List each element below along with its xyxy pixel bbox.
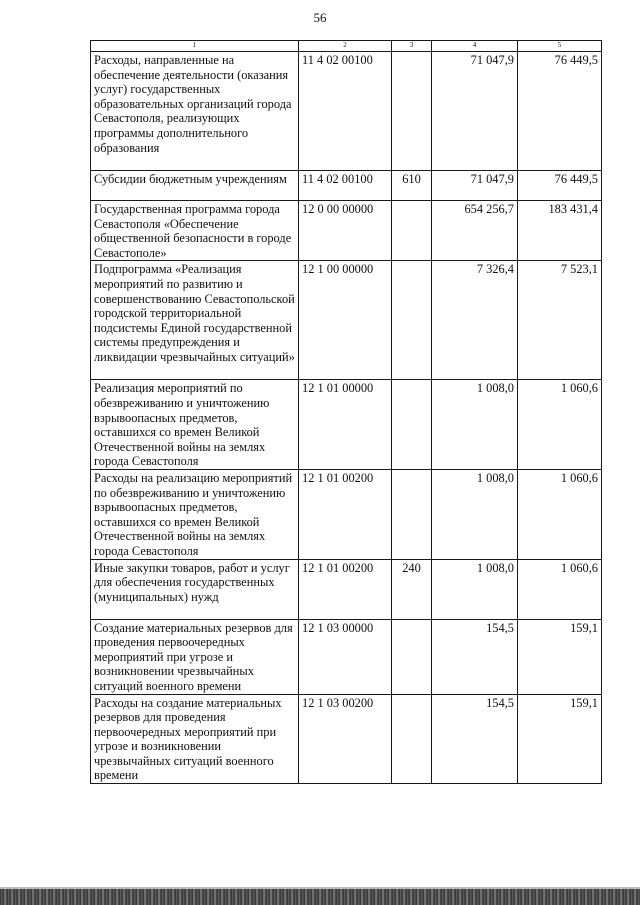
column-number: 1 (91, 41, 299, 52)
row-sum-2: 159,1 (518, 694, 602, 784)
table-row (91, 261, 602, 380)
row-expense-type (392, 380, 432, 470)
row-code: 11 4 02 00100 (299, 52, 392, 171)
row-sum-2: 7 523,1 (518, 261, 602, 380)
row-expense-type: 610 (392, 171, 432, 201)
row-name: Реализация мероприятий по обезвреживанию и уничтожению взрывоопасных предметов, оставшихся со времен Великой Отечественной войны на землях города Севастополя (91, 380, 299, 470)
row-code: 12 1 03 00000 (299, 619, 392, 694)
row-code: 12 1 01 00000 (299, 380, 392, 470)
row-sum-1: 7 326,4 (432, 261, 518, 380)
row-sum-1: 1 008,0 (432, 469, 518, 559)
budget-table (90, 40, 602, 784)
row-sum-2: 183 431,4 (518, 201, 602, 261)
row-code: 11 4 02 00100 (299, 171, 392, 201)
row-sum-1: 154,5 (432, 694, 518, 784)
table-row (91, 52, 602, 171)
row-name: Субсидии бюджетным учреждениям (91, 171, 299, 201)
row-name: Расходы на реализацию мероприятий по обезвреживанию и уничтожению взрывоопасных предметов, оставшихся со времен Великой Отечественной войны на землях города Севастополя (91, 469, 299, 559)
table-row (91, 380, 602, 470)
row-code: 12 1 00 00000 (299, 261, 392, 380)
row-expense-type: 240 (392, 559, 432, 619)
column-number-row (91, 41, 602, 52)
row-sum-1: 154,5 (432, 619, 518, 694)
row-sum-1: 71 047,9 (432, 171, 518, 201)
table-row (91, 171, 602, 201)
page-number: 56 (313, 10, 327, 25)
column-number: 3 (392, 41, 432, 52)
table-header (91, 41, 602, 52)
table-row (91, 619, 602, 694)
table-row (91, 201, 602, 261)
row-code: 12 1 03 00200 (299, 694, 392, 784)
row-sum-1: 71 047,9 (432, 52, 518, 171)
column-number: 5 (518, 41, 602, 52)
row-sum-1: 1 008,0 (432, 559, 518, 619)
row-expense-type (392, 469, 432, 559)
row-sum-2: 76 449,5 (518, 52, 602, 171)
table-row (91, 694, 602, 784)
row-name: Государственная программа города Севастополя «Обеспечение общественной безопасности в городе Севастополе» (91, 201, 299, 261)
row-sum-2: 1 060,6 (518, 559, 602, 619)
row-sum-2: 1 060,6 (518, 469, 602, 559)
scan-bottom-edge (0, 889, 640, 905)
row-expense-type (392, 261, 432, 380)
row-expense-type (392, 694, 432, 784)
row-name: Подпрограмма «Реализация мероприятий по развитию и совершенствованию Севастопольской городской территориальной подсистемы Единой государственной системы предупреждения и ликвидации чрезвычайных ситуаций» (91, 261, 299, 380)
row-name: Расходы на создание материальных резервов для проведения первоочередных мероприятий при угрозе и возникновении чрезвычайных ситуаций военного времени (91, 694, 299, 784)
column-number: 2 (299, 41, 392, 52)
row-name: Расходы, направленные на обеспечение деятельности (оказания услуг) государственных образовательных организаций города Севастополя, реализующих программы дополнительного образования (91, 52, 299, 171)
row-name: Создание материальных резервов для проведения первоочередных мероприятий при угрозе и возникновении чрезвычайных ситуаций военного времени (91, 619, 299, 694)
row-name: Иные закупки товаров, работ и услуг для обеспечения государственных (муниципальных) нужд (91, 559, 299, 619)
row-sum-2: 159,1 (518, 619, 602, 694)
column-number: 4 (432, 41, 518, 52)
row-code: 12 0 00 00000 (299, 201, 392, 261)
row-sum-2: 1 060,6 (518, 380, 602, 470)
table-row (91, 469, 602, 559)
row-sum-1: 1 008,0 (432, 380, 518, 470)
row-code: 12 1 01 00200 (299, 469, 392, 559)
row-expense-type (392, 52, 432, 171)
row-expense-type (392, 619, 432, 694)
row-code: 12 1 01 00200 (299, 559, 392, 619)
table-row (91, 559, 602, 619)
row-sum-1: 654 256,7 (432, 201, 518, 261)
row-expense-type (392, 201, 432, 261)
row-sum-2: 76 449,5 (518, 171, 602, 201)
